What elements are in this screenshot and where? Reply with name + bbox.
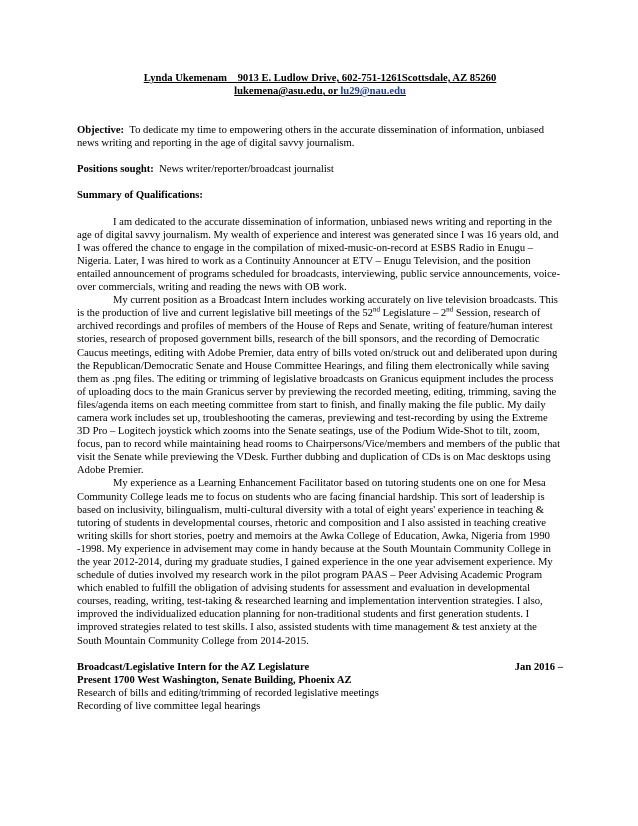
summary-p2-part-b: Legislature – 2 xyxy=(379,308,447,320)
summary-p2-part-c: Session, research of archived recordings and profiles of members of the House of Reps and Senate, writing of feature/human interest stories, research of proposed government bills, research of the bill sponsors, and the recording of Democratic Caucus meetings, editing with Adobe Premier, data entry of bills voted on/struck out and deliberated upon during the Republican/Democratic Senate and House Committee Hearings, and filing them electronically while saving them as .png files. The editing or trimming of legislative broadcasts on Granicus equipment includes the process of uploading docs to the main Granicus server by previewing the recorded meeting, editing, trimming, saving the files/agenda items on each meeting committee from start to finish, and finally making the file public. My daily camera work includes set up, troubleshooting the cameras, previewing and test-recording by using the Extreme 3D Pro – Logitech joystick which zooms into the Senate seatings, use of the Podium Wide-Shot to tilt, zoom, focus, pan to record while maintaining head rooms to Chairpersons/Vice/members and members of the public that visit the Senate while previewing the VDesk. Further dubbing and duplication of CDs is on Mac desktops using Adobe Premier. xyxy=(77,308,561,477)
summary-heading: Summary of Qualifications: xyxy=(77,190,203,202)
email-secondary-link[interactable]: lu29@nau.edu xyxy=(340,86,406,98)
objective-text: To dedicate my time to empowering others in the accurate dissemination of information, unbiased news writing and reporting in the age of digital savvy journalism. xyxy=(77,125,545,150)
header-line-1 xyxy=(77,72,563,85)
header-line-2 xyxy=(77,85,563,98)
superscript-nd-2: nd xyxy=(446,305,454,314)
positions-section xyxy=(77,163,563,176)
email-primary[interactable]: lukemena@asu.edu xyxy=(234,86,323,98)
candidate-name: Lynda Ukemenam xyxy=(143,73,228,84)
job-location: Present 1700 West Washington, Senate Building, Phoenix AZ xyxy=(77,674,352,686)
positions-label: Positions sought: xyxy=(77,164,154,176)
summary-paragraph-3: My experience as a Learning Enhancement Facilitator based on tutoring students one on one for Mesa Community College leads me to focus on students who are facing financial hardship. This sort of leadership is based on inclusivity, bilingualism, multi-cultural diversity with a total of eight years' experience in teaching & tutoring of students in developmental courses, rhetoric and composition and I also assisted in teaching creative writing skills for short stories, poetry and memoirs at the Awka College of Education, Awka, Nigeria from 1990 -1998. My experience in advisement may come in handy because at the South Mountain Community College in the year 2012-2014, during my graduate studies, I gained experience in the one year advisement experience. My schedule of duties involved my research work in the pilot program PAAS – Peer Advising Academic Program which enabled to fulfill the obligation of advising students for assessment and evaluation in developmental courses, reading, writing, test-taking & researched learning and implementation intervention strategies. I also, improved the individualized education planning for non-traditional students and first generation students. I improved strategies related to test skills. I also, assisted students with time management & test anxiety at the South Mountain Community College from 2014-2015. xyxy=(77,478,553,647)
summary-paragraph-1: I am dedicated to the accurate dissemination of information, unbiased news writing and reporting in the age of digital savvy journalism. My wealth of experience and interest was generated since I was 16 years old, and I was offered the chance to engage in the compilation of mixed-music-on-record at ESBS Radio in Enugu – Nigeria. Later, I was hired to work as a Continuity Announcer at ETV – Enugu Television, and the position entailed announcement of programs scheduled for broadcasts, interviewing, public service announcements, voice-over commercials, writing and reading the news with OB work. xyxy=(77,216,561,294)
summary-p2-part-a: My current position as a Broadcast Intern includes working accurately on live television broadcasts. This is the production of live and current legislative bill meetings of the 52 xyxy=(77,295,558,320)
objective-section xyxy=(77,124,563,150)
job-duty-1: Research of bills and editing/trimming of recorded legislative meetings xyxy=(77,687,379,699)
objective-label: Objective: xyxy=(77,125,125,137)
email-separator: , or xyxy=(322,86,341,98)
resume-page xyxy=(77,72,563,713)
candidate-address: 9013 E. Ludlow Drive, 602-751-1261Scottsdale, AZ 85260 xyxy=(237,73,497,84)
job-title: Broadcast/Legislative Intern for the AZ Legislature xyxy=(77,661,310,673)
job-duty-2: Recording of live committee legal hearings xyxy=(77,700,261,712)
job-title-row xyxy=(77,661,563,674)
positions-text: News writer/reporter/broadcast journalist xyxy=(159,164,334,176)
job-date: Jan 2016 – xyxy=(514,661,563,673)
superscript-nd-1: nd xyxy=(372,305,380,314)
contact-header xyxy=(77,72,563,98)
summary-paragraph-2 xyxy=(77,294,563,477)
